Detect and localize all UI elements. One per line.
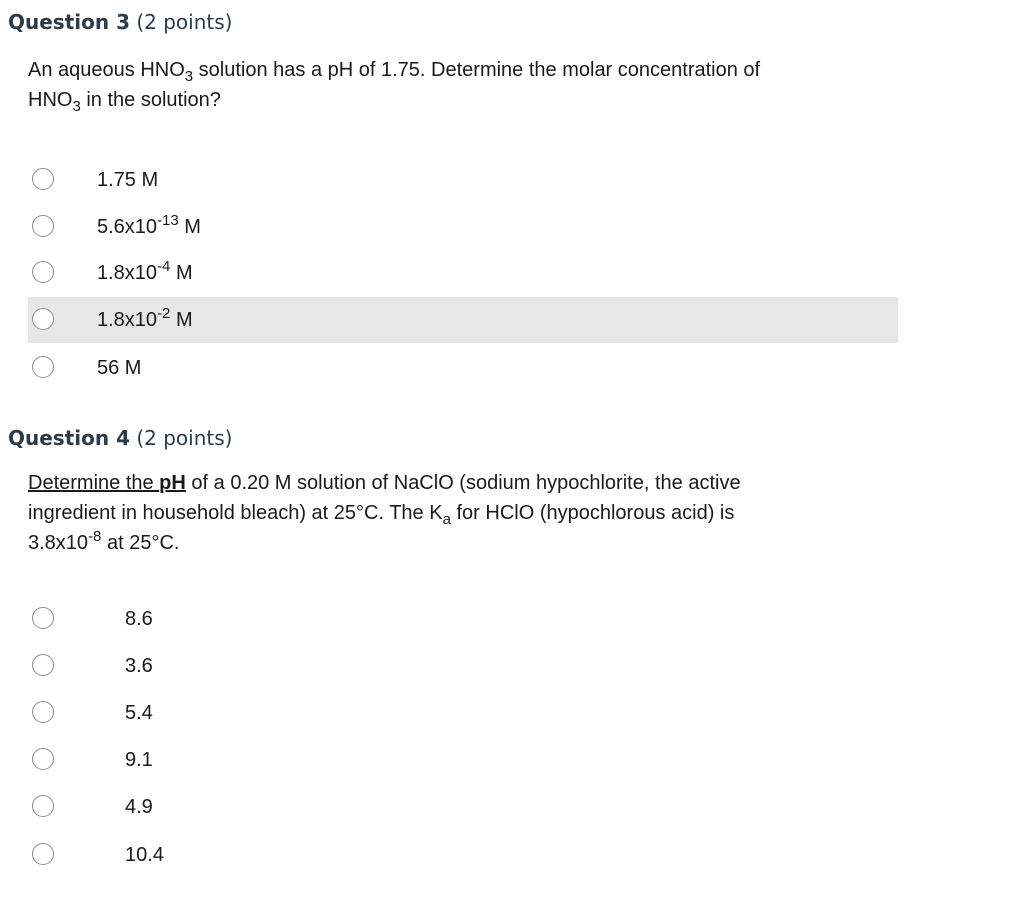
answer-option[interactable] [28,832,898,878]
answer-option[interactable] [28,643,898,689]
question-number: Question 3 [8,10,130,34]
question-number: Question 4 [8,426,130,450]
answer-label: 56 M [97,357,142,379]
radio-button[interactable] [32,701,54,723]
answer-label: 10.4 [125,844,164,866]
radio-button[interactable] [32,261,54,283]
answer-option[interactable] [28,250,898,296]
radio-button[interactable] [32,168,54,190]
radio-button[interactable] [32,843,54,865]
radio-button[interactable] [32,748,54,770]
radio-button[interactable] [32,654,54,676]
question-points: (2 points) [136,426,233,450]
question-4-text: Determine the pH of a 0.20 M solution of NaClO (sodium hypochlorite, the active ingredient in household bleach) at 25°C. The $K_a$ for HClO (hypochlorous acid) is $3.8x10^{-8}$ at 25°C. [28,472,741,554]
answer-label: 5.4 [125,702,153,724]
answer-option[interactable] [28,204,898,250]
question-4-title [8,426,232,450]
question-points: (2 points) [136,10,233,34]
answer-label: 3.6 [125,655,153,677]
answer-label: 4.9 [125,796,153,818]
answer-option[interactable] [28,690,898,736]
answer-label: 9.1 [125,749,153,771]
answer-label: $1.8x10^{-4}$ M [97,258,193,284]
radio-button[interactable] [32,356,54,378]
radio-button[interactable] [32,308,54,330]
question-3-title [8,10,232,34]
answer-option-hovered[interactable] [28,297,898,343]
question-3-text: An aqueous $HNO_3$ solution has a pH of 1.75. Determine the molar concentration of $HNO_3$ in the solution? [28,59,761,115]
answer-label: $5.6x10^{-13}$ M [97,212,201,238]
answer-label: $1.8x10^{-2}$ M [97,305,193,331]
answer-option[interactable] [28,157,898,203]
answer-label: 1.75 M [97,169,159,191]
answer-option[interactable] [28,596,898,642]
answer-option[interactable] [28,737,898,783]
radio-button[interactable] [32,795,54,817]
answer-option[interactable] [28,345,898,391]
radio-button[interactable] [32,607,54,629]
answer-label: 8.6 [125,608,153,630]
radio-button[interactable] [32,215,54,237]
answer-option[interactable] [28,784,898,830]
